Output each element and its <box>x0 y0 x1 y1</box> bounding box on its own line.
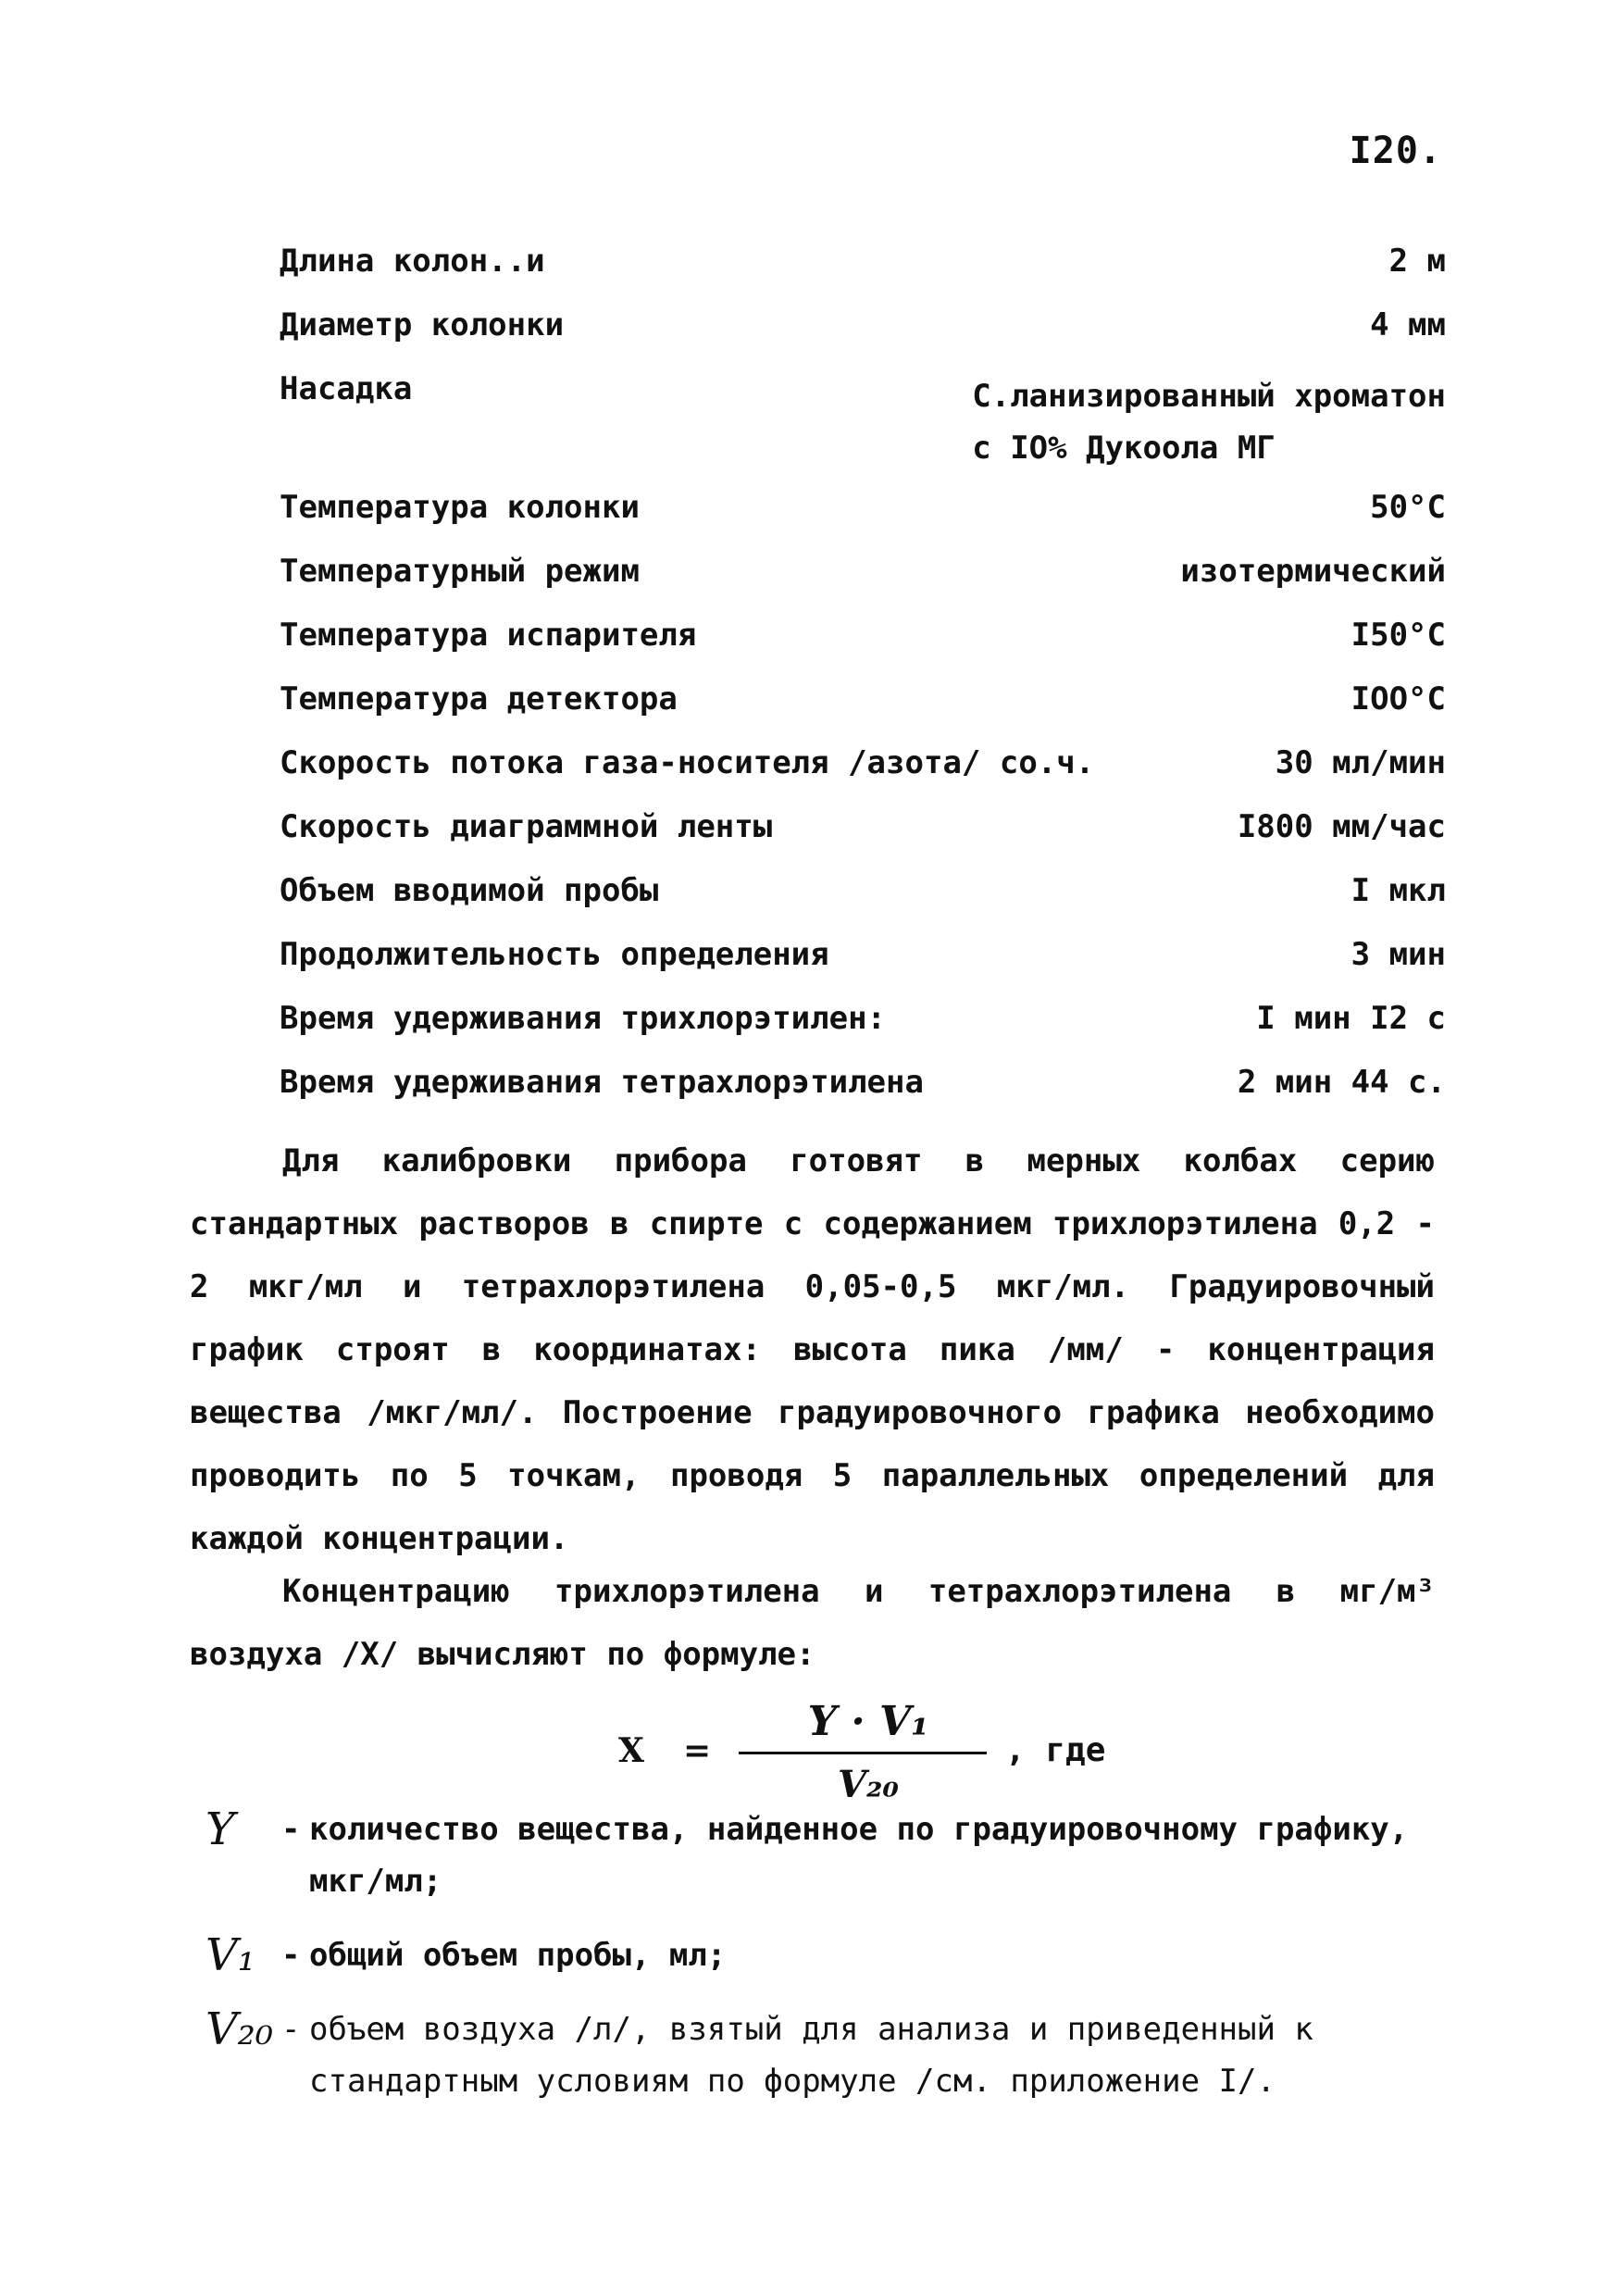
page-number: I20. <box>1349 130 1442 172</box>
definition-dash: - <box>281 1937 301 1974</box>
param-value: I мин I2 с <box>1256 1000 1446 1037</box>
param-value: 3 мин <box>1350 936 1446 973</box>
calibration-paragraph <box>190 1129 1435 1570</box>
param-row-column-temperature <box>280 489 1446 553</box>
formula-tail: , где <box>1005 1731 1106 1769</box>
definition-row <box>205 1929 1446 1981</box>
param-label: Продолжительность определения <box>280 936 829 973</box>
param-value: 2 м <box>1388 243 1446 280</box>
param-row-packing <box>280 370 1446 489</box>
param-value: 2 мин 44 с. <box>1237 1064 1446 1101</box>
definition-symbol: V₁ <box>205 1929 255 1981</box>
definition-text: количество вещества, найденное по градуировочному графику, мкг/мл; <box>309 1811 1409 1900</box>
concentration-paragraph <box>190 1560 1435 1686</box>
param-value: изотермический <box>1180 553 1446 590</box>
param-row-retention-trichloroethylene <box>280 1000 1446 1064</box>
param-label: Насадка <box>280 370 413 407</box>
param-value: 50°C <box>1370 489 1446 526</box>
calibration-text: Для калибровки прибора готовят в мерных колбах серию стандартных растворов в спирте с содержанием трихлорэтилена 0,2 - 2 мкг/мл и тетрахлорэтилена 0,05-0,5 мкг/мл. Градуировочный график строят в координатах: высота пика /мм/ - концентрация вещества /мкг/мл/. Построение градуировочного графика необходимо проводить по 5 точкам, проводя 5 параллельных определений для каждой концентрации. <box>190 1142 1435 1557</box>
concentration-formula <box>618 1698 1137 1816</box>
param-label: Объем вводимой пробы <box>280 872 659 909</box>
param-label: Температура детектора <box>280 680 678 718</box>
definition-symbol: Y <box>205 1803 235 1855</box>
param-value: 30 мл/мин <box>1275 744 1446 781</box>
param-row-carrier-gas-flow <box>280 744 1446 808</box>
param-row-duration <box>280 936 1446 1000</box>
param-value <box>972 370 1446 474</box>
formula-definitions <box>205 1803 1446 2129</box>
definition-row <box>205 1803 1446 1907</box>
param-value-line: С.ланизированный хроматон <box>972 378 1446 415</box>
param-row-retention-tetrachloroethylene <box>280 1064 1446 1128</box>
param-row-detector-temperature <box>280 680 1446 744</box>
param-value-line: с IO% Дукоола МГ <box>972 430 1276 467</box>
fraction-bar <box>739 1752 987 1754</box>
param-value: I800 мм/час <box>1237 808 1446 845</box>
param-row-temperature-mode <box>280 553 1446 617</box>
parameters-list <box>280 243 1446 1128</box>
definition-dash: - <box>281 2011 301 2048</box>
param-label: Время удерживания тетрахлорэтилена <box>280 1064 924 1101</box>
param-value: I50°C <box>1350 617 1446 654</box>
param-label: Скорость потока газа-носителя /азота/ со.ч. <box>280 744 1095 781</box>
param-label: Скорость диаграммной ленты <box>280 808 773 845</box>
param-row-evaporator-temperature <box>280 617 1446 680</box>
param-label: Длина колон..и <box>280 243 545 280</box>
formula-numerator: Y · V₁ <box>807 1698 929 1745</box>
concentration-text: Концентрацию трихлорэтилена и тетрахлорэтилена в мг/м³ воздуха /X/ вычисляют по формуле: <box>190 1573 1435 1673</box>
definition-symbol: V₂₀ <box>205 2003 274 2055</box>
param-row-column-diameter <box>280 306 1446 370</box>
definition-text: общий объем пробы, мл; <box>309 1937 727 1974</box>
param-label: Время удерживания трихлорэтилен: <box>280 1000 887 1037</box>
param-label: Температурный режим <box>280 553 640 590</box>
param-row-chart-speed <box>280 808 1446 872</box>
definition-row <box>205 2003 1446 2107</box>
param-label: Температура колонки <box>280 489 640 526</box>
param-label: Диаметр колонки <box>280 306 565 343</box>
definition-dash: - <box>281 1811 301 1848</box>
definition-text: объем воздуха /л/, взятый для анализа и приведенный к стандартным условиям по формуле /см. приложение I/. <box>309 2011 1313 2100</box>
formula-denominator: V₂₀ <box>837 1763 900 1806</box>
param-value: 4 мм <box>1370 306 1446 343</box>
formula-lhs: X <box>618 1731 644 1770</box>
param-value: I мкл <box>1350 872 1446 909</box>
param-label: Температура испарителя <box>280 617 697 654</box>
param-row-column-length <box>280 243 1446 306</box>
formula-equals: = <box>683 1731 712 1770</box>
param-value: IOO°C <box>1350 680 1446 718</box>
param-row-sample-volume <box>280 872 1446 936</box>
